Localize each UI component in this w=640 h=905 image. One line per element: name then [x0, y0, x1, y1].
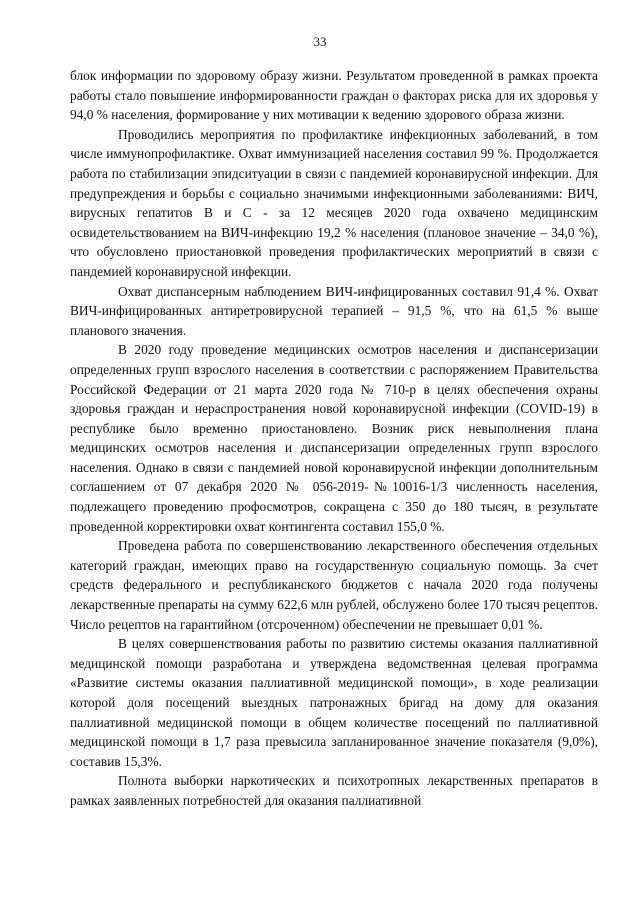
page-number: 33 [313, 34, 327, 49]
paragraph-4: В 2020 году проведение медицинских осмотров населения и диспансеризации определенных групп взрослого населения в соответствии с распоряжением Правительства Российской Федерации от 21 марта 2020 года № 710-р в целях обеспечения охраны здоровья граждан и нераспространения новой коронавирусной инфекции (COVID-19) в республике было временно приостановлено. Возник риск невыполнения плана медицинских осмотров населения и диспансеризации определенных групп взрослого населения. Однако в связи с пандемией новой коронавирусной инфекции дополнительным соглашением от 07 декабря 2020 № 056-2019-№10016-1/3 численность населения, подлежащего проведению профосмотров, сокращена с 350 до 180 тысяч, в результате проведенной корректировки охват контингента составил 155,0 %. [70, 342, 598, 534]
paragraph-7: Полнота выборки наркотических и психотропных лекарственных препаратов в рамках заявленных потребностей для оказания паллиативной [70, 773, 598, 808]
document-body [70, 66, 598, 811]
paragraph-6: В целях совершенствования работы по развитию системы оказания паллиативной медицинской помощи разработана и утверждена ведомственная целевая программа «Развитие системы оказания паллиативной медицинской помощи», в ходе реализации которой доля посещений выездных патронажных бригад на дому для оказания паллиативной медицинской помощи в общем количестве посещений по паллиативной медицинской помощи в 1,7 раза превысила запланированное значение показателя (9,0%), составив 15,3%. [70, 636, 598, 769]
paragraph-2: Проводились мероприятия по профилактике инфекционных заболеваний, в том числе иммунопрофилактике. Охват иммунизацией населения составил 99 %. Продолжается работа по стабилизации эпидситуации в связи с пандемией коронавирусной инфекции. Для предупреждения и борьбы с социально значимыми инфекционными заболеваниями: ВИЧ, вирусных гепатитов В и С - за 12 месяцев 2020 года охвачено медицинским освидетельствованием на ВИЧ-инфекцию 19,2 % населения (плановое значение – 34,0 %), что обусловлено приостановкой проведения профилактических мероприятий в связи с пандемией коронавирусной инфекции. [70, 126, 598, 279]
paragraph-5: Проведена работа по совершенствованию лекарственного обеспечения отдельных категорий граждан, имеющих право на государственную социальную помощь. За счет средств федерального и республиканского бюджетов с начала 2020 года получены лекарственные препараты на сумму 622,6 млн рублей, обслужено более 170 тысяч рецептов. Число рецептов на гарантийном (отсроченном) обеспечении не превышает 0,01 %. [70, 538, 599, 632]
paragraph-1: блок информации по здоровому образу жизни. Результатом проведенной в рамках проекта работы стало повышение информированности граждан о факторах риска для их здоровья у 94,0 % населения, формирование у них мотивации к ведению здорового образа жизни. [70, 68, 598, 123]
paragraph-3: Охват диспансерным наблюдением ВИЧ-инфицированных составил 91,4 %. Охват ВИЧ-инфицированных антиретровирусной терапией – 91,5 %, что на 61,5 % выше планового значения. [70, 283, 598, 338]
